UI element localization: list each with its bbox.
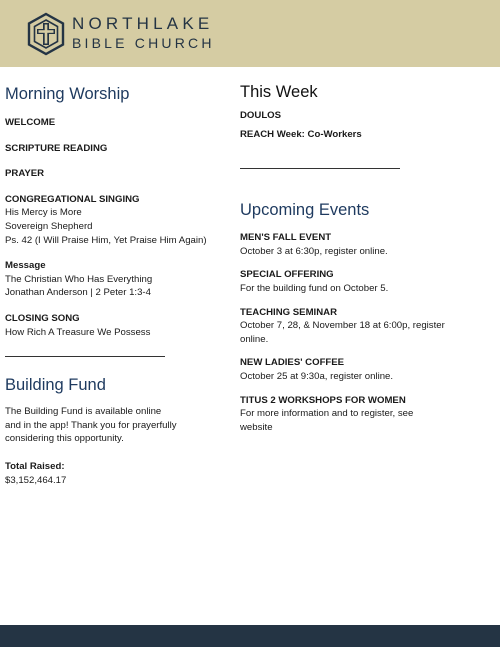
header-banner <box>0 0 500 67</box>
this-week-item: DOULOS <box>240 110 282 121</box>
event-heading: SPECIAL OFFERING <box>240 269 334 281</box>
footer-bar <box>0 625 500 647</box>
event-detail: website <box>240 421 273 433</box>
song-item: Ps. 42 (I Will Praise Him, Yet Praise Him Again) <box>5 234 207 246</box>
message-title: The Christian Who Has Everything <box>5 273 153 285</box>
event-detail: For more information and to register, see <box>240 408 414 420</box>
message-speaker: Jonathan Anderson | 2 Peter 1:3-4 <box>5 287 151 299</box>
message-block <box>5 259 225 300</box>
this-week-heading: This Week <box>240 83 318 101</box>
event-detail: October 7, 28, & November 18 at 6:00p, register <box>240 320 445 332</box>
divider <box>240 168 400 169</box>
event-heading: MEN'S FALL EVENT <box>240 232 332 244</box>
closing-song-title: How Rich A Treasure We Possess <box>5 326 151 338</box>
building-fund-heading: Building Fund <box>5 376 106 395</box>
building-fund-text <box>5 405 225 446</box>
closing-song-block <box>5 312 225 339</box>
congregational-singing-heading: CONGREGATIONAL SINGING <box>5 193 140 205</box>
church-name-line2: BIBLE CHURCH <box>72 35 215 51</box>
event-detail: October 3 at 6:30p, register online. <box>240 245 388 257</box>
event-item <box>240 356 470 383</box>
building-fund-line: The Building Fund is available online <box>5 406 162 418</box>
event-item <box>240 268 470 295</box>
total-raised-value: $3,152,464.17 <box>5 474 67 486</box>
event-item <box>240 306 470 347</box>
prayer-item: PRAYER <box>5 168 45 180</box>
building-fund-line: and in the app! Thank you for prayerfully <box>5 419 177 431</box>
upcoming-events-heading: Upcoming Events <box>240 201 370 220</box>
right-column <box>240 80 470 444</box>
event-detail: For the building fund on October 5. <box>240 282 389 294</box>
welcome-item: WELCOME <box>5 117 56 128</box>
song-item: Sovereign Shepherd <box>5 220 93 232</box>
event-heading: TITUS 2 WORKSHOPS FOR WOMEN <box>240 394 406 406</box>
this-week-item: REACH Week: Co-Workers <box>240 128 362 140</box>
congregational-singing-block <box>5 193 225 247</box>
morning-worship-heading: Morning Worship <box>5 85 130 103</box>
building-fund-line: considering this opportunity. <box>5 433 124 445</box>
event-detail: October 25 at 9:30a, register online. <box>240 370 394 382</box>
event-item <box>240 394 470 435</box>
church-logo-icon <box>26 12 66 56</box>
message-heading: Message <box>5 260 46 272</box>
event-heading: NEW LADIES' COFFEE <box>240 357 345 369</box>
left-column <box>5 80 225 487</box>
divider <box>5 356 165 357</box>
event-heading: TEACHING SEMINAR <box>240 306 338 318</box>
song-item: His Mercy is More <box>5 207 82 219</box>
church-name <box>72 14 215 53</box>
closing-song-heading: CLOSING SONG <box>5 312 80 324</box>
event-detail: online. <box>240 333 269 345</box>
church-name-line1: NORTHLAKE <box>72 14 214 33</box>
total-raised-label: Total Raised: <box>5 460 65 472</box>
event-item <box>240 231 470 258</box>
scripture-reading-item: SCRIPTURE READING <box>5 142 108 154</box>
